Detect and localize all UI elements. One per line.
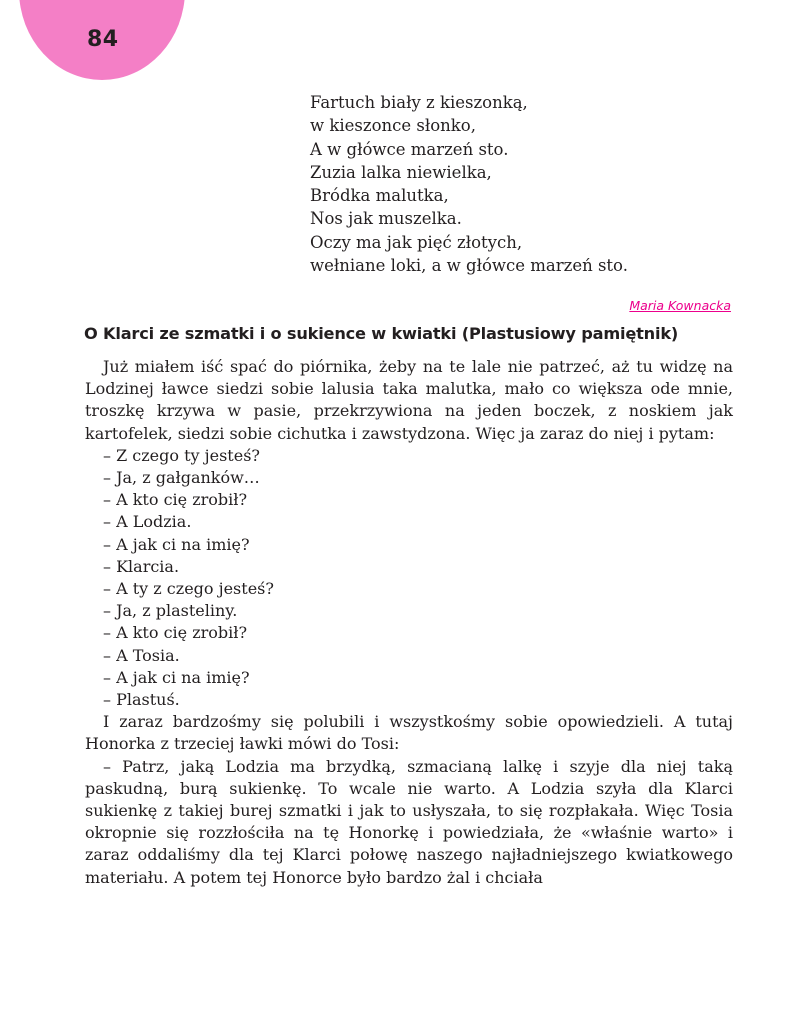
story-paragraph: – Patrz, jaką Lodzia ma brzydką, szmacianą lalkę i szyje dla niej taką paskudną, burą sukienkę. To wcale nie warto. A Lodzia szyła dla Klarci sukienkę z takiej burej szmatki i jak to usłyszała, to się rozpłakała. Więc Tosia okropnie się rozzłościła na tę Honorkę i powiedziała, że «właśnie warto» i zaraz oddaliśmy dla tej Klarci połowę naszego najładniejszego kwiatkowego materiału. A potem tej Honorce było bardzo żal i chciała (85, 756, 733, 887)
dialogue-line: – A ty z czego jesteś? (103, 579, 274, 599)
poem-line: Bródka malutka, (310, 186, 449, 206)
dialogue-line: – Klarcia. (103, 556, 180, 576)
poem (310, 91, 628, 277)
story-paragraph: I zaraz bardzośmy się polubili i wszystkośmy sobie opowiedzieli. A tutaj Honorka z trzeciej ławki mówi do Tosi: (85, 712, 733, 754)
story-paragraph: Już miałem iść spać do piórnika, żeby na te lale nie patrzeć, aż tu widzę na Lodzinej ławce siedzi sobie lalusia taka malutka, mało co większa ode mnie, troszkę krzywa w pasie, przekrzywiona na jeden boczek, z noskiem jak kartofelek, siedzi sobie cichutka i zawstydzona. Więc ja zaraz do niej i pytam: (85, 357, 733, 443)
dialogue-line: – A jak ci na imię? (103, 534, 250, 554)
story-title: O Klarci ze szmatki i o sukience w kwiatki (Plastusiowy pamiętnik) (84, 324, 679, 343)
dialogue-line: – Ja, z gałganków… (103, 468, 260, 488)
poem-line: wełniane loki, a w główce marzeń sto. (310, 256, 628, 276)
poem-line: A w główce marzeń sto. (310, 139, 509, 159)
poem-line: w kieszonce słonko, (310, 116, 476, 136)
dialogue-line: – A Lodzia. (103, 512, 192, 532)
dialogue-line: – Ja, z plasteliny. (103, 601, 238, 621)
story-body (85, 356, 733, 889)
dialogue-line: – A kto cię zrobił? (103, 490, 248, 510)
dialogue-line: – A jak ci na imię? (103, 667, 250, 687)
poem-line: Fartuch biały z kieszonką, (310, 93, 528, 112)
dialogue-line: – A kto cię zrobił? (103, 623, 248, 643)
dialogue-line: – Z czego ty jesteś? (103, 445, 260, 465)
dialogue-line: – A Tosia. (103, 645, 180, 665)
page-number: 84 (87, 27, 119, 52)
poem-line: Nos jak muszelka. (310, 209, 462, 229)
poem-line: Oczy ma jak pięć złotych, (310, 232, 523, 252)
dialogue-line: – Plastuś. (103, 690, 180, 710)
poem-author: Maria Kownacka (629, 298, 731, 313)
poem-line: Zuzia lalka niewielka, (310, 162, 492, 182)
